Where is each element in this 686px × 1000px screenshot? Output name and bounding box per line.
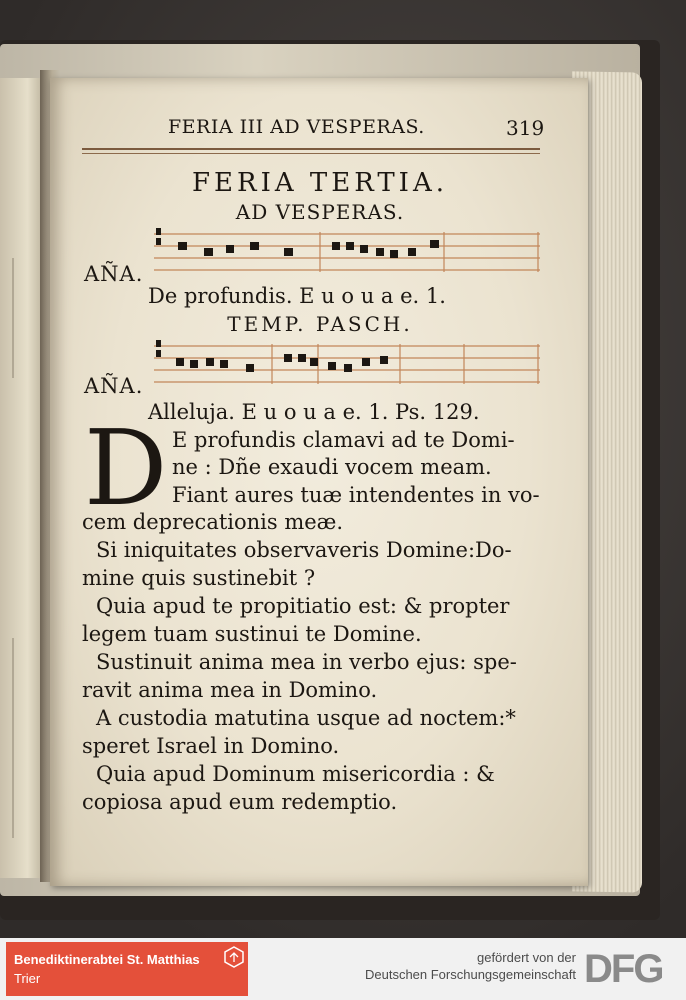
left-page-text-fragment [12,638,14,838]
left-page-text-fragment [12,258,14,378]
dfg-logo[interactable] [584,948,676,992]
header-rule [82,148,540,154]
office-title: FERIA TERTIA. [191,168,448,198]
psalm-line: Sustinuit anima mea in verbo ejus: spe- [96,650,517,674]
antiphon-incipit-1: De profundis. E u o u a e. 1. [148,284,446,308]
dfg-logo-text: DFG [584,948,663,988]
psalm-line: speret Israel in Domino. [82,734,340,758]
chant-staff-2 [154,340,540,392]
abbey-link[interactable] [6,942,248,996]
footer-bar [0,938,686,1000]
psalm-line: A custodia matutina usque ad noctem:* [96,706,516,730]
antiphon-label-1: AÑA. [84,262,144,286]
drop-cap: D [84,407,168,529]
psalm-line: Si iniquitates observaveris Domine:Do- [96,538,512,562]
antiphon-label-2: AÑA. [84,374,144,398]
psalm-line: Quia apud Dominum misericordia : & [96,762,495,786]
abbey-name: Benediktinerabtei St. Matthias [14,952,200,967]
psalm-line: legem tuam sustinui te Domine. [82,622,422,646]
book-page [50,78,588,886]
antiphon-incipit-2: Alleluja. E u o u a e. 1. Ps. 129. [148,400,480,424]
psalm-line: ravit anima mea in Domino. [82,678,378,702]
psalm-line: E profundis clamavi ad te Domi- [172,428,515,452]
abbey-crest-icon [224,946,244,972]
chant-staff-1 [154,228,540,280]
running-title: FERIA III AD VESPERAS. [168,116,425,138]
abbey-city: Trier [14,971,41,986]
funding-line-1: gefördert von der [476,950,576,965]
chant-notation-2 [154,340,540,392]
chant-notation-1 [154,228,540,280]
psalm-line: mine quis sustinebit ? [82,566,316,590]
page-number: 319 [506,116,545,140]
psalm-line: copiosa apud eum redemptio. [82,790,398,814]
psalm-line: cem deprecationis meæ. [82,510,344,534]
tempus-heading: TEMP. PASCH. [227,312,413,336]
psalm-line: Fiant aures tuæ intendentes in vo- [172,483,540,507]
office-subtitle: AD VESPERAS. [235,200,405,224]
psalm-line: Quia apud te propitiatio est: & propter [96,594,510,618]
psalm-line: ne : Dñe exaudi vocem meam. [172,455,492,479]
funding-line-2[interactable]: Deutschen Forschungsgemeinschaft [364,967,576,982]
